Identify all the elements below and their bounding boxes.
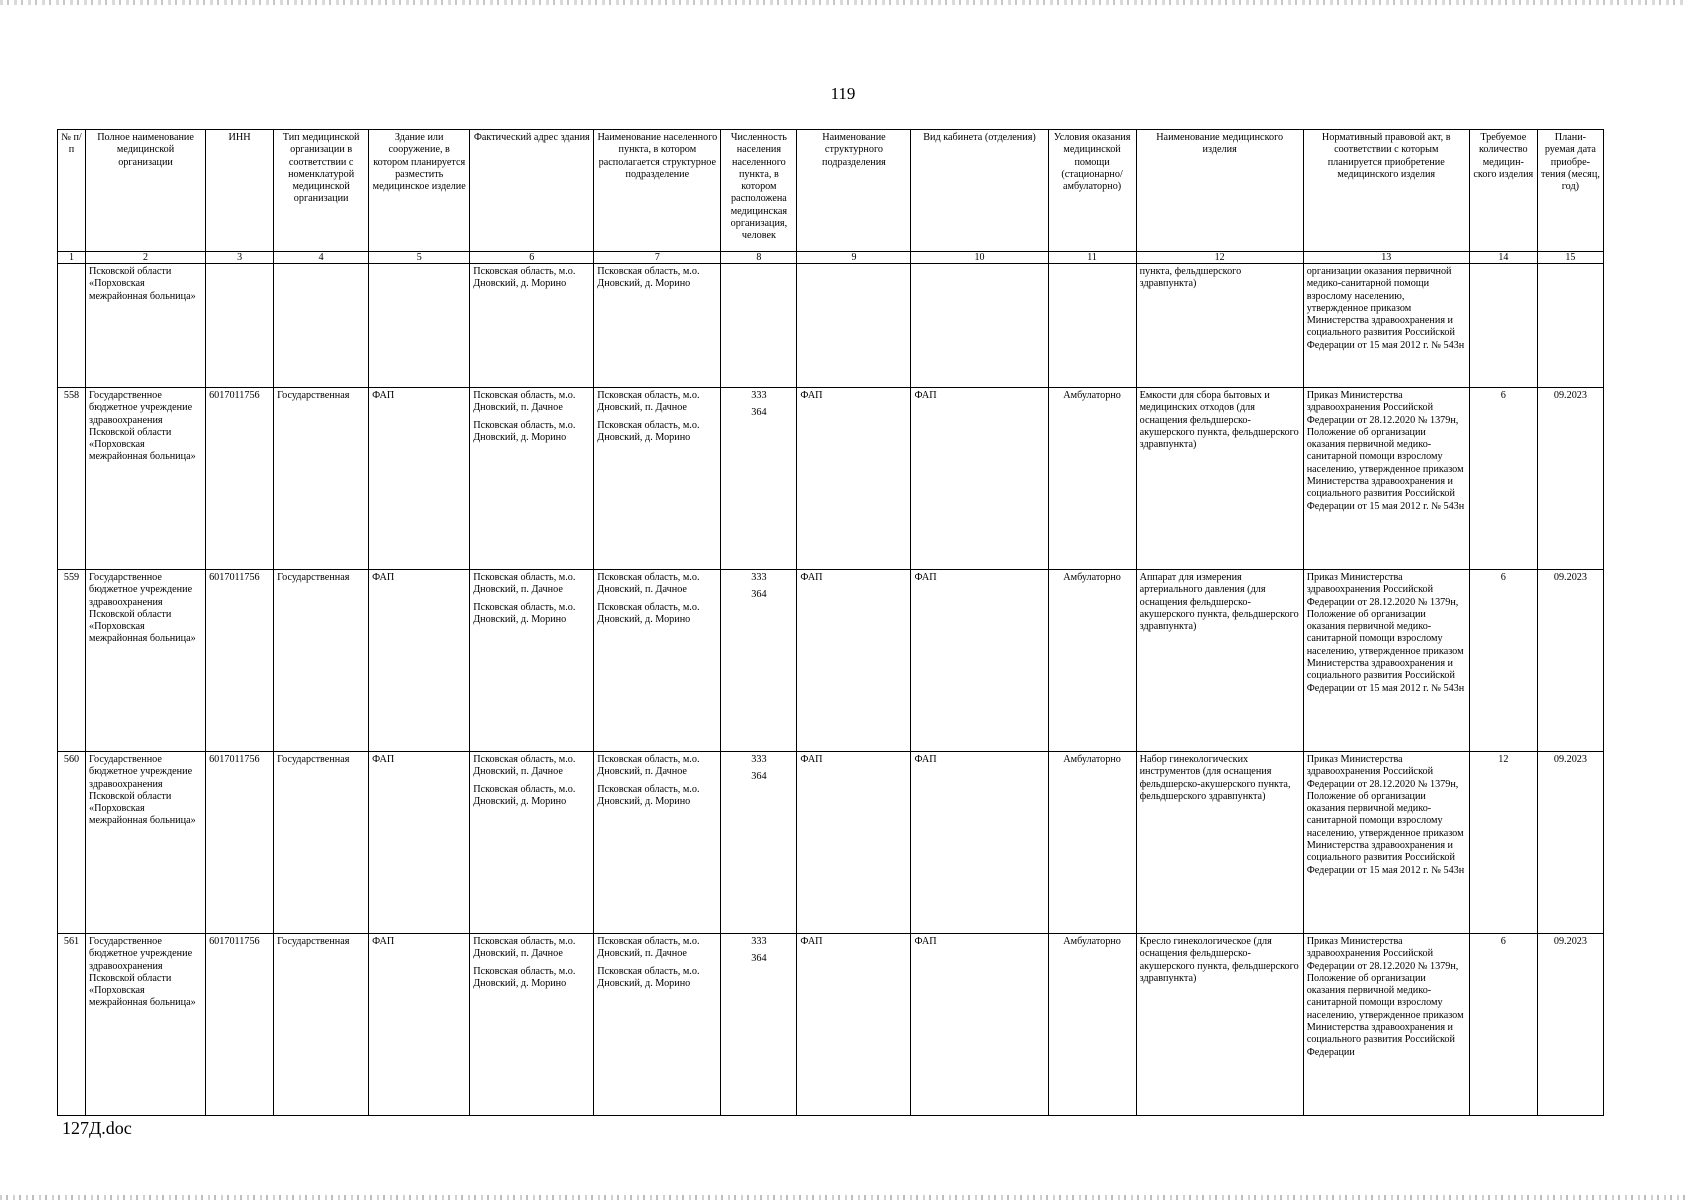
- column-number: 5: [369, 252, 470, 264]
- header-cell: Тип медицинской организации в соответствии с номенклатурой медицинской организации: [274, 130, 369, 252]
- conditions-cell: Амбулаторно: [1048, 570, 1136, 752]
- device-cell: Емкости для сбора бытовых и медицинских отходов (для оснащения фельдшерско-акушерского пункта, фельдшерского здравпункта): [1136, 388, 1303, 570]
- table-row: [58, 570, 1604, 752]
- header-cell: Фактический адрес здания: [470, 130, 594, 252]
- org-type-cell: Государственная: [274, 388, 369, 570]
- table-row: [58, 388, 1604, 570]
- header-cell: Полное наименование медицинской организации: [86, 130, 206, 252]
- inn-cell: 6017011756: [206, 752, 274, 934]
- scan-edge-bottom: [0, 1195, 1686, 1200]
- cabinet-cell: ФАП: [911, 570, 1048, 752]
- population-value: 364: [751, 771, 767, 783]
- table-row: [58, 934, 1604, 1116]
- building-cell: ФАП: [369, 570, 470, 752]
- subdivision-cell: ФАП: [797, 752, 911, 934]
- column-number: 1: [58, 252, 86, 264]
- cabinet-cell: ФАП: [911, 388, 1048, 570]
- population-cell: [721, 388, 797, 570]
- table-row: [58, 752, 1604, 934]
- settlement-line: Псковская область, м.о. Дновский, п. Дачное: [597, 390, 700, 414]
- row-number: 561: [58, 934, 86, 1116]
- address-line: Псковская область, м.о. Дновский, д. Морино: [473, 419, 576, 443]
- population-cell: [721, 934, 797, 1116]
- address-line: Псковская область, м.о. Дновский, д. Морино: [473, 783, 576, 807]
- settlement-line: Псковская область, м.о. Дновский, п. Дачное: [597, 936, 700, 960]
- row-number: 559: [58, 570, 86, 752]
- header-cell: Численность населения населенного пункта, в котором расположена медицинская организация, человек: [721, 130, 797, 252]
- address-line: Псковская область, м.о. Дновский, п. Дачное: [473, 390, 576, 414]
- cabinet-cell: ФАП: [911, 752, 1048, 934]
- column-number: 9: [797, 252, 911, 264]
- header-cell: Здание или сооружение, в котором планируется разместить медицинское изделие: [369, 130, 470, 252]
- column-number: 7: [594, 252, 721, 264]
- address-line: Псковская область, м.о. Дновский, д. Морино: [473, 601, 576, 625]
- quantity-cell: 6: [1469, 934, 1537, 1116]
- column-number: 3: [206, 252, 274, 264]
- device-cell: Набор гинекологических инструментов (для оснащения фельдшерско-акушерского пункта, фельдшерского здравпункта): [1136, 752, 1303, 934]
- act-cell: организации оказания первичной медико-санитарной помощи взрослому населению, утвержденное приказом Министерства здравоохранения и социального развития Российской Федерации от 15 мая 2012 г. № 543н: [1303, 264, 1469, 388]
- header-cell: Требуемое количество медицин-ского изделия: [1469, 130, 1537, 252]
- act-cell: Приказ Министерства здравоохранения Российской Федерации от 28.12.2020 № 1379н, Положение об организации оказания первичной медико-санитарной помощи взрослому населению, утвержденное приказом Министерства здравоохранения и социального развития Российской Федерации от 15 мая 2012 г. № 543н: [1303, 570, 1469, 752]
- column-number: 15: [1537, 252, 1603, 264]
- header-cell: Наименование медицинского изделия: [1136, 130, 1303, 252]
- device-cell: Аппарат для измерения артериального давления (для оснащения фельдшерско-акушерского пункта, фельдшерского здравпункта): [1136, 570, 1303, 752]
- cabinet-cell: ФАП: [911, 934, 1048, 1116]
- conditions-cell: Амбулаторно: [1048, 388, 1136, 570]
- quantity-cell: 6: [1469, 388, 1537, 570]
- conditions-cell: Амбулаторно: [1048, 752, 1136, 934]
- org-name-cell: Государственное бюджетное учреждение здравоохранения Псковской области «Порховская межрайонная больница»: [86, 752, 206, 934]
- settlement-line: Псковская область, м.о. Дновский, д. Морино: [597, 419, 700, 443]
- date-cell: 09.2023: [1537, 570, 1603, 752]
- date-cell: 09.2023: [1537, 752, 1603, 934]
- column-number: 11: [1048, 252, 1136, 264]
- act-cell: Приказ Министерства здравоохранения Российской Федерации от 28.12.2020 № 1379н, Положение об организации оказания первичной медико-санитарной помощи взрослому населению, утвержденное приказом Министерства здравоохранения и социального развития Российской Федерации от 15 мая 2012 г. № 543н: [1303, 388, 1469, 570]
- address-line: Псковская область, м.о. Дновский, п. Дачное: [473, 754, 576, 778]
- address-cell: [470, 934, 594, 1116]
- date-cell: 09.2023: [1537, 388, 1603, 570]
- device-cell: Кресло гинекологическое (для оснащения фельдшерско-акушерского пункта, фельдшерского здравпункта): [1136, 934, 1303, 1116]
- org-name-cell: Псковской области «Порховская межрайонная больница»: [86, 264, 206, 388]
- address-line: Псковская область, м.о. Дновский, п. Дачное: [473, 936, 576, 960]
- building-cell: ФАП: [369, 388, 470, 570]
- document-filename: 127Д.doc: [62, 1118, 132, 1138]
- population-cell: [721, 570, 797, 752]
- population-value: 333: [751, 572, 767, 583]
- page-number: 119: [830, 84, 856, 103]
- building-cell: ФАП: [369, 934, 470, 1116]
- subdivision-cell: ФАП: [797, 570, 911, 752]
- org-type-cell: Государственная: [274, 752, 369, 934]
- address-cell: [470, 388, 594, 570]
- header-row: [58, 130, 1604, 252]
- address-cell: [470, 752, 594, 934]
- device-register-table: [57, 129, 1604, 1116]
- date-cell: 09.2023: [1537, 934, 1603, 1116]
- subdivision-cell: ФАП: [797, 388, 911, 570]
- org-name-cell: Государственное бюджетное учреждение здравоохранения Псковской области «Порховская межрайонная больница»: [86, 570, 206, 752]
- inn-cell: 6017011756: [206, 934, 274, 1116]
- header-cell: ИНН: [206, 130, 274, 252]
- settlement-line: Псковская область, м.о. Дновский, п. Дачное: [597, 572, 700, 596]
- column-number-row: [58, 252, 1604, 264]
- population-value: 333: [751, 390, 767, 401]
- address-line: Псковская область, м.о. Дновский, п. Дачное: [473, 572, 576, 596]
- subdivision-cell: ФАП: [797, 934, 911, 1116]
- column-number: 6: [470, 252, 594, 264]
- settlement-cell: [594, 752, 721, 934]
- continuation-row: [58, 264, 1604, 388]
- column-number: 10: [911, 252, 1048, 264]
- column-number: 8: [721, 252, 797, 264]
- header-cell: Нормативный правовой акт, в соответствии с которым планируется приобретение медицинского изделия: [1303, 130, 1469, 252]
- header-cell: Условия оказания медицинской помощи (стационарно/ амбулаторно): [1048, 130, 1136, 252]
- scan-edge-top: [0, 0, 1686, 5]
- settlement-cell: [594, 570, 721, 752]
- header-cell: № п/п: [58, 130, 86, 252]
- header-cell: Наименование населенного пункта, в котором располагается структурное подразделение: [594, 130, 721, 252]
- column-number: 13: [1303, 252, 1469, 264]
- org-type-cell: Государственная: [274, 570, 369, 752]
- settlement-line: Псковская область, м.о. Дновский, д. Морино: [597, 601, 700, 625]
- building-cell: ФАП: [369, 752, 470, 934]
- act-cell: Приказ Министерства здравоохранения Российской Федерации от 28.12.2020 № 1379н, Положение об организации оказания первичной медико-санитарной помощи взрослому населению, утвержденное приказом Министерства здравоохранения и социального развития Российской Федерации от 15 мая 2012 г. № 543н: [1303, 752, 1469, 934]
- settlement-line: Псковская область, м.о. Дновский, д. Морино: [597, 783, 700, 807]
- address-line: Псковская область, м.о. Дновский, д. Морино: [473, 965, 576, 989]
- device-cell: пункта, фельдшерского здравпункта): [1136, 264, 1303, 388]
- column-number: 4: [274, 252, 369, 264]
- column-number: 12: [1136, 252, 1303, 264]
- quantity-cell: 6: [1469, 570, 1537, 752]
- column-number: 14: [1469, 252, 1537, 264]
- population-value: 333: [751, 936, 767, 947]
- population-value: 364: [751, 407, 767, 419]
- header-cell: Вид кабинета (отделения): [911, 130, 1048, 252]
- settlement-cell: [594, 934, 721, 1116]
- header-cell: Плани-руемая дата приобре-тения (месяц, год): [1537, 130, 1603, 252]
- settlement-line: Псковская область, м.о. Дновский, п. Дачное: [597, 754, 700, 778]
- header-cell: Наименование структурного подразделения: [797, 130, 911, 252]
- address-cell: Псковская область, м.о. Дновский, д. Морино: [470, 264, 594, 388]
- population-value: 364: [751, 953, 767, 965]
- org-type-cell: Государственная: [274, 934, 369, 1116]
- column-number: 2: [86, 252, 206, 264]
- settlement-cell: [594, 388, 721, 570]
- conditions-cell: Амбулаторно: [1048, 934, 1136, 1116]
- population-value: 333: [751, 754, 767, 765]
- settlement-cell: Псковская область, м.о. Дновский, д. Морино: [594, 264, 721, 388]
- settlement-line: Псковская область, м.о. Дновский, д. Морино: [597, 965, 700, 989]
- act-cell: Приказ Министерства здравоохранения Российской Федерации от 28.12.2020 № 1379н, Положение об организации оказания первичной медико-санитарной помощи взрослому населению, утвержденное приказом Министерства здравоохранения и социального развития Российской Федерации: [1303, 934, 1469, 1116]
- address-cell: [470, 570, 594, 752]
- population-value: 364: [751, 589, 767, 601]
- inn-cell: 6017011756: [206, 388, 274, 570]
- row-number: 560: [58, 752, 86, 934]
- row-number: 558: [58, 388, 86, 570]
- org-name-cell: Государственное бюджетное учреждение здравоохранения Псковской области «Порховская межрайонная больница»: [86, 388, 206, 570]
- quantity-cell: 12: [1469, 752, 1537, 934]
- population-cell: [721, 752, 797, 934]
- inn-cell: 6017011756: [206, 570, 274, 752]
- org-name-cell: Государственное бюджетное учреждение здравоохранения Псковской области «Порховская межрайонная больница»: [86, 934, 206, 1116]
